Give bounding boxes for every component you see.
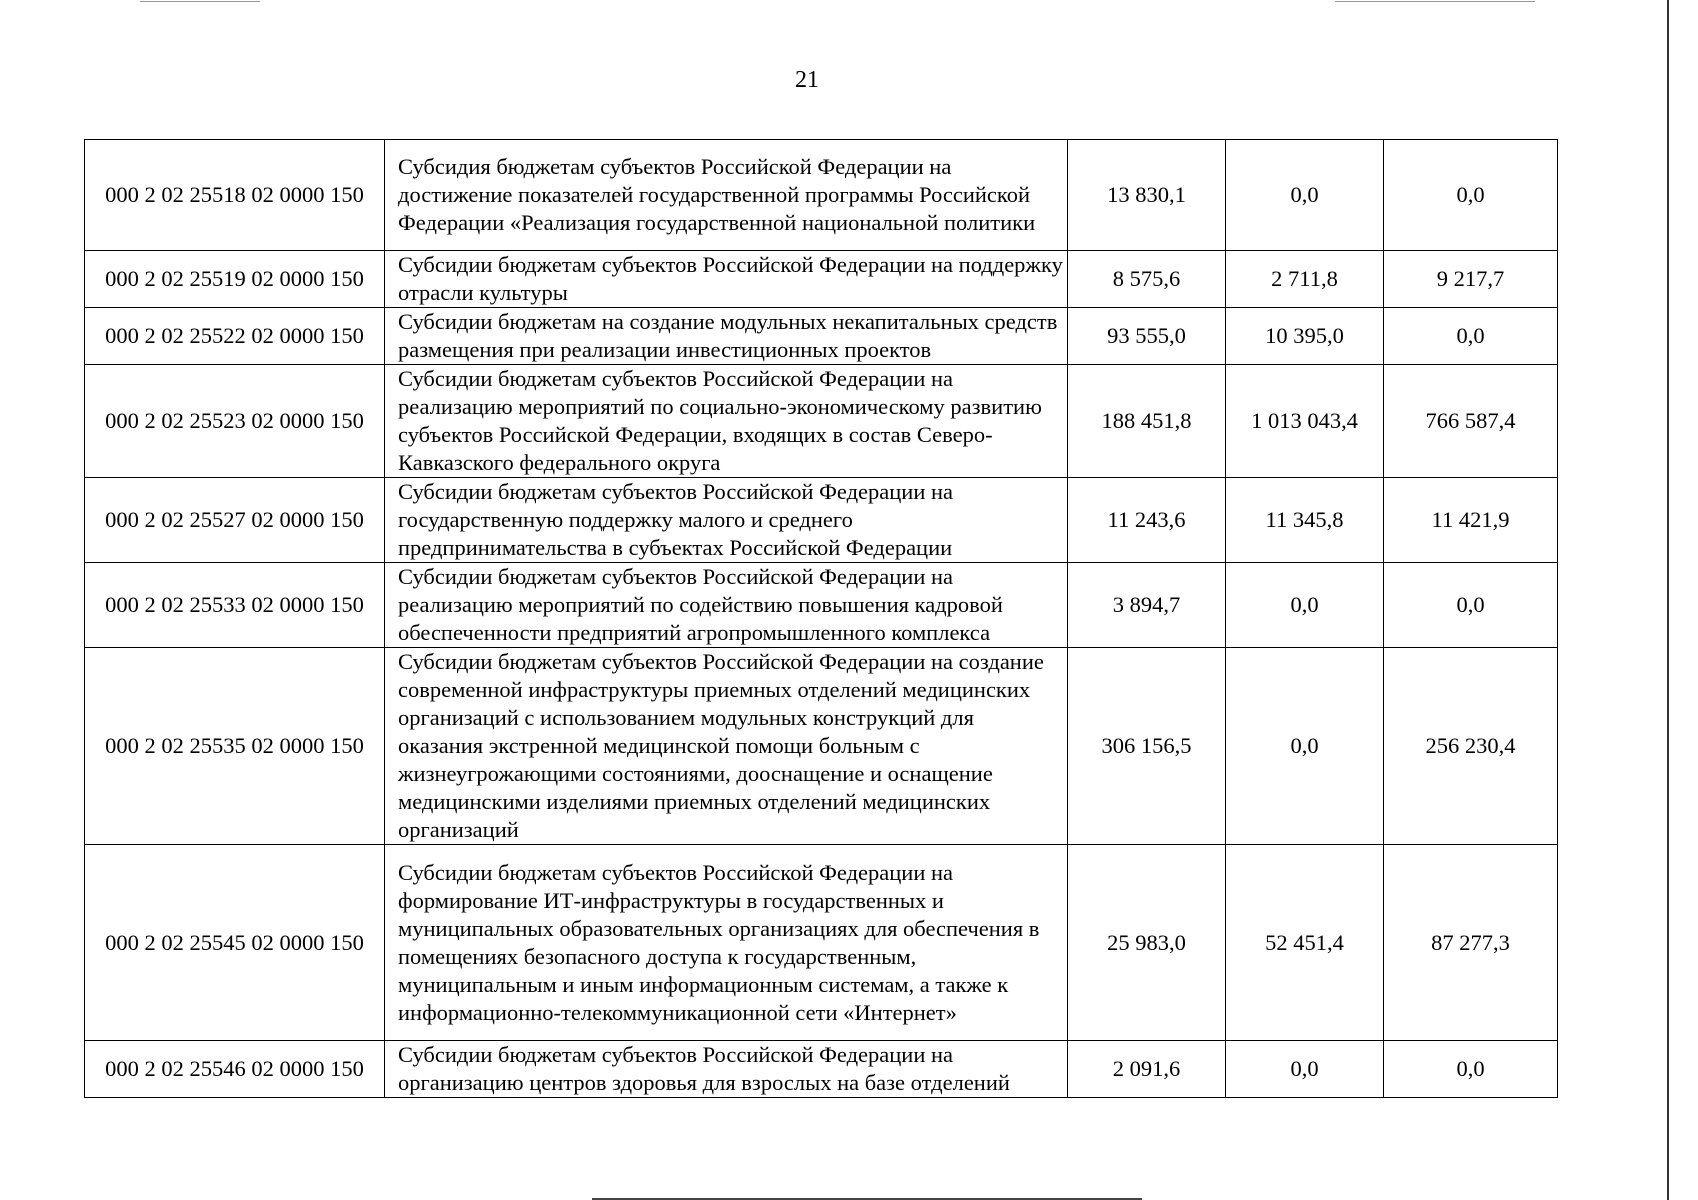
budget-table [84, 139, 1558, 1098]
budget-code: 000 2 02 25535 02 0000 150 [85, 648, 385, 845]
value-year-1: 3 894,7 [1068, 563, 1226, 648]
value-year-1: 11 243,6 [1068, 478, 1226, 563]
table-row [85, 365, 1558, 478]
table-row [85, 308, 1558, 365]
value-year-3: 0,0 [1384, 308, 1558, 365]
value-year-1: 8 575,6 [1068, 251, 1226, 308]
table-row [85, 563, 1558, 648]
scan-edge-line-top-1 [140, 1, 260, 2]
value-year-1: 13 830,1 [1068, 140, 1226, 251]
table-row [85, 251, 1558, 308]
row-description: Субсидии бюджетам субъектов Российской Федерации на реализацию мероприятий по содействию повышения кадровой обеспеченности предприятий агропромышленного комплекса [385, 563, 1068, 648]
value-year-3: 11 421,9 [1384, 478, 1558, 563]
table-row [85, 648, 1558, 845]
row-description: Субсидии бюджетам субъектов Российской Федерации на формирование ИТ-инфраструктуры в государственных и муниципальных образовательных организациях для обеспечения в помещениях безопасного доступа к государственным, муниципальным и иным информационным системам, а также к информационно-телекоммуникационной сети «Интернет» [385, 845, 1068, 1041]
value-year-3: 256 230,4 [1384, 648, 1558, 845]
scan-edge-line-top-2 [1335, 1, 1535, 2]
value-year-3: 87 277,3 [1384, 845, 1558, 1041]
scan-edge-line-right [1667, 0, 1669, 1200]
value-year-2: 1 013 043,4 [1226, 365, 1384, 478]
value-year-3: 9 217,7 [1384, 251, 1558, 308]
value-year-1: 188 451,8 [1068, 365, 1226, 478]
row-description: Субсидия бюджетам субъектов Российской Федерации на достижение показателей государственной программы Российской Федерации «Реализация государственной национальной политики [385, 140, 1068, 251]
budget-code: 000 2 02 25545 02 0000 150 [85, 845, 385, 1041]
value-year-1: 306 156,5 [1068, 648, 1226, 845]
value-year-3: 0,0 [1384, 1041, 1558, 1098]
budget-code: 000 2 02 25527 02 0000 150 [85, 478, 385, 563]
value-year-1: 25 983,0 [1068, 845, 1226, 1041]
row-description: Субсидии бюджетам субъектов Российской Федерации на создание современной инфраструктуры приемных отделений медицинских организаций с использованием модульных конструкций для оказания экстренной медицинской помощи больным с жизнеугрожающими состояниями, дооснащение и оснащение медицинскими изделиями приемных отделений медицинских организаций [385, 648, 1068, 845]
page-number: 21 [795, 67, 819, 93]
value-year-1: 2 091,6 [1068, 1041, 1226, 1098]
budget-code: 000 2 02 25519 02 0000 150 [85, 251, 385, 308]
table-row [85, 140, 1558, 251]
budget-code: 000 2 02 25533 02 0000 150 [85, 563, 385, 648]
row-description: Субсидии бюджетам на создание модульных некапитальных средств размещения при реализации инвестиционных проектов [385, 308, 1068, 365]
table-row [85, 1041, 1558, 1098]
budget-code: 000 2 02 25522 02 0000 150 [85, 308, 385, 365]
value-year-2: 0,0 [1226, 563, 1384, 648]
budget-code: 000 2 02 25523 02 0000 150 [85, 365, 385, 478]
table-row [85, 845, 1558, 1041]
value-year-2: 2 711,8 [1226, 251, 1384, 308]
budget-code: 000 2 02 25546 02 0000 150 [85, 1041, 385, 1098]
row-description: Субсидии бюджетам субъектов Российской Федерации на поддержку отрасли культуры [385, 251, 1068, 308]
value-year-3: 766 587,4 [1384, 365, 1558, 478]
budget-code: 000 2 02 25518 02 0000 150 [85, 140, 385, 251]
value-year-3: 0,0 [1384, 140, 1558, 251]
value-year-2: 11 345,8 [1226, 478, 1384, 563]
row-description: Субсидии бюджетам субъектов Российской Федерации на реализацию мероприятий по социально-экономическому развитию субъектов Российской Федерации, входящих в состав Северо-Кавказского федерального округа [385, 365, 1068, 478]
value-year-2: 10 395,0 [1226, 308, 1384, 365]
value-year-2: 0,0 [1226, 648, 1384, 845]
value-year-1: 93 555,0 [1068, 308, 1226, 365]
value-year-2: 52 451,4 [1226, 845, 1384, 1041]
value-year-2: 0,0 [1226, 140, 1384, 251]
row-description: Субсидии бюджетам субъектов Российской Федерации на организацию центров здоровья для взрослых на базе отделений [385, 1041, 1068, 1098]
value-year-3: 0,0 [1384, 563, 1558, 648]
value-year-2: 0,0 [1226, 1041, 1384, 1098]
row-description: Субсидии бюджетам субъектов Российской Федерации на государственную поддержку малого и среднего предпринимательства в субъектах Российской Федерации [385, 478, 1068, 563]
table-row [85, 478, 1558, 563]
